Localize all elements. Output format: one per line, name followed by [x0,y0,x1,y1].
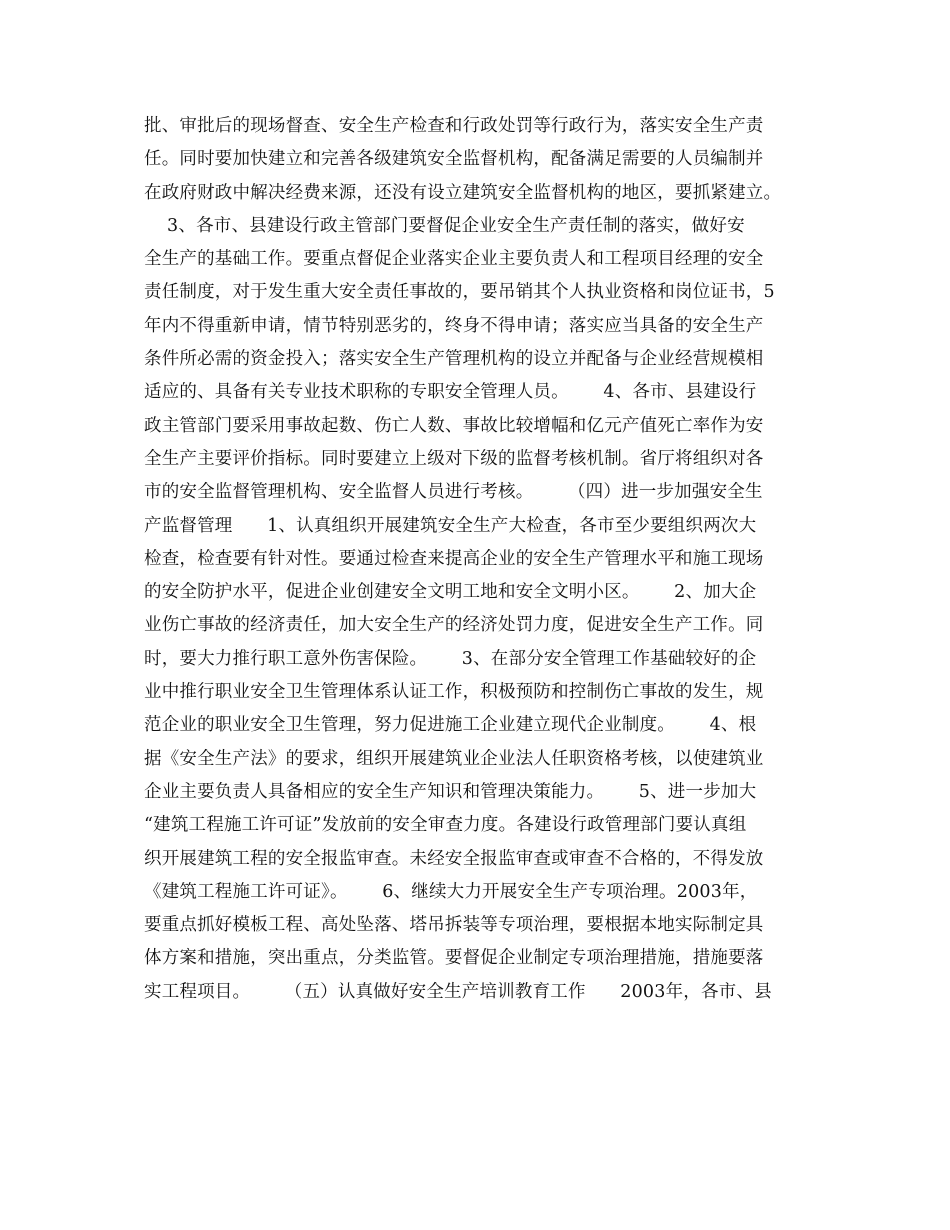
text-line: 实工程项目。 （五）认真做好安全生产培训教育工作 2003年，各市、县 [144,981,772,1002]
text-line: 适应的、具备有关专业技术职称的专职安全管理人员。 4、各市、县建设行 [144,382,757,403]
text-line: 的安全防护水平，促进企业创建安全文明工地和安全文明小区。 2、加大企 [144,582,757,603]
text-line: 业伤亡事故的经济责任，加大安全生产的经济处罚力度，促进安全生产工作。同 [144,615,764,636]
text-line: 政主管部门要采用事故起数、伤亡人数、事故比较增幅和亿元产值死亡率作为安 [144,415,764,436]
text-line: 全生产的基础工作。要重点督促企业落实企业主要负责人和工程项目经理的安全 [144,249,764,270]
text-line: 要重点抓好模板工程、高处坠落、塔吊拆装等专项治理，要根据本地实际制定具 [144,915,764,936]
text-line: 在政府财政中解决经费来源，还没有设立建筑安全监督机构的地区，要抓紧建立。 [144,182,782,203]
text-line: 市的安全监督管理机构、安全监督人员进行考核。 （四）进一步加强安全生 [144,482,763,503]
text-line: 条件所必需的资金投入；落实安全生产管理机构的设立并配备与企业经营规模相 [144,349,764,370]
text-line: 任。同时要加快建立和完善各级建筑安全监督机构，配备满足需要的人员编制并 [144,149,764,170]
body-text [144,110,816,1009]
text-line: 企业主要负责人具备相应的安全生产知识和管理决策能力。 5、进一步加大 [144,781,757,802]
text-line: 业中推行职业安全卫生管理体系认证工作，积极预防和控制伤亡事故的发生，规 [144,682,764,703]
text-line: 检查，检查要有针对性。要通过检查来提高企业的安全生产管理水平和施工现场 [144,548,764,569]
text-line: 全生产主要评价指标。同时要建立上级对下级的监督考核机制。省厅将组织对各 [144,448,764,469]
text-line: 《建筑工程施工许可证》。 6、继续大力开展安全生产专项治理。2003年， [144,881,758,902]
text-line: 3、各市、县建设行政主管部门要督促企业安全生产责任制的落实，做好安 [144,215,745,236]
text-line: 时，要大力推行职工意外伤害保险。 3、在部分安全管理工作基础较好的企 [144,648,757,669]
text-line: 体方案和措施，突出重点，分类监管。要督促企业制定专项治理措施，措施要落 [144,948,764,969]
text-line: 年内不得重新申请，情节特别恶劣的，终身不得申请；落实应当具备的安全生产 [144,315,764,336]
text-line: “建筑工程施工许可证”发放前的安全审查力度。各建设行政管理部门要认真组 [144,815,747,836]
text-line: 责任制度，对于发生重大安全责任事故的，要吊销其个人执业资格和岗位证书，5 [144,282,775,303]
text-line: 产监督管理 1、认真组织开展建筑安全生产大检查，各市至少要组织两次大 [144,515,757,536]
text-line: 据《安全生产法》的要求，组织开展建筑业企业法人任职资格考核，以使建筑业 [144,748,764,769]
text-line: 织开展建筑工程的安全报监审查。未经安全报监审查或审查不合格的，不得发放 [144,848,764,869]
text-line: 范企业的职业安全卫生管理，努力促进施工企业建立现代企业制度。 4、根 [144,715,757,736]
text-line: 批、审批后的现场督查、安全生产检查和行政处罚等行政行为，落实安全生产责 [144,116,764,136]
